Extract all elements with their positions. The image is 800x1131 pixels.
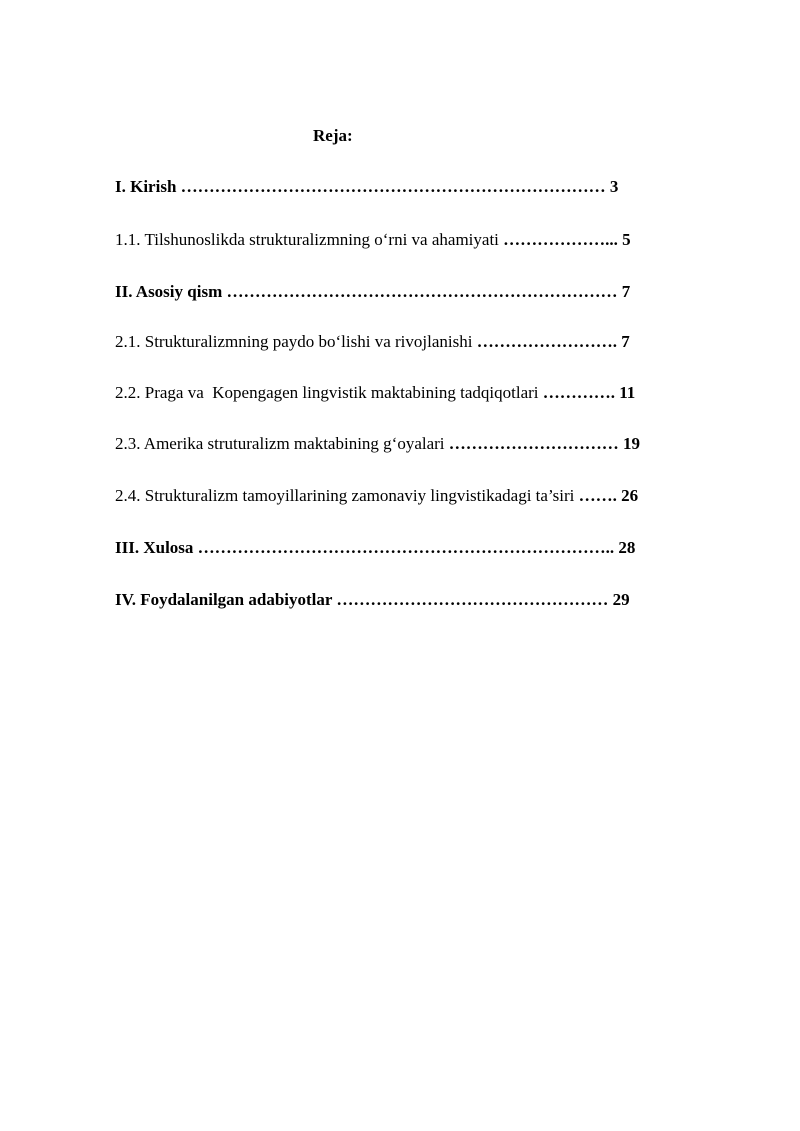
toc-entry-kirish: [115, 176, 618, 198]
toc-entry-text: 2.2. Praga va Kopengagen lingvistik maktabining tadqiqotlari: [115, 383, 539, 402]
toc-page-number: 11: [619, 383, 636, 402]
toc-dot-leader: …………………………: [444, 434, 624, 453]
toc-entry-2-3: [115, 433, 640, 455]
toc-page-number: 28: [618, 538, 636, 557]
toc-dot-leader: ……………………………………………………………: [222, 282, 622, 301]
toc-entry-text: II. Asosiy qism: [115, 282, 223, 301]
toc-dot-leader: …………………………………………: [332, 590, 613, 609]
toc-entry-xulosa: [115, 537, 635, 559]
toc-entry-text: 1.1. Tilshunoslikda strukturalizmning o‘rni va ahamiyati: [115, 230, 499, 249]
toc-entry-2-4: [115, 485, 638, 507]
toc-entry-2-1: [115, 331, 630, 353]
toc-page-number: 19: [623, 434, 641, 453]
toc-page-number: 3: [609, 177, 619, 196]
toc-dot-leader: ………………………………………………………………..: [193, 538, 619, 557]
toc-dot-leader: ………………...: [498, 230, 623, 249]
toc-entry-2-2: [115, 382, 635, 404]
toc-entry-text: III. Xulosa: [115, 538, 194, 557]
toc-dot-leader: ………….: [538, 383, 620, 402]
toc-entry-text: I. Kirish: [115, 177, 177, 196]
toc-entry-text: 2.3. Amerika struturalizm maktabining g‘oyalari: [115, 434, 445, 453]
toc-page-number: 7: [621, 282, 631, 301]
toc-dot-leader: …………………….: [472, 332, 622, 351]
toc-page-number: 29: [612, 590, 630, 609]
toc-entry-adabiyotlar: [115, 589, 630, 611]
toc-page-number: 7: [621, 332, 630, 351]
toc-dot-leader: …………………………………………………………………: [176, 177, 610, 196]
toc-entry-text: IV. Foydalanilgan adabiyotlar: [115, 590, 333, 609]
toc-page-number: 26: [621, 486, 639, 505]
toc-entry-asosiy-qism: [115, 281, 630, 303]
toc-entry-1-1: [115, 229, 631, 251]
page-title: Reja:: [313, 126, 353, 145]
toc-page-number: 5: [622, 230, 631, 249]
toc-entry-text: 2.4. Strukturalizm tamoyillarining zamonaviy lingvistikadagi ta’siri: [115, 486, 575, 505]
toc-entry-text: 2.1. Strukturalizmning paydo bo‘lishi va rivojlanishi: [115, 332, 473, 351]
toc-dot-leader: …….: [574, 486, 622, 505]
